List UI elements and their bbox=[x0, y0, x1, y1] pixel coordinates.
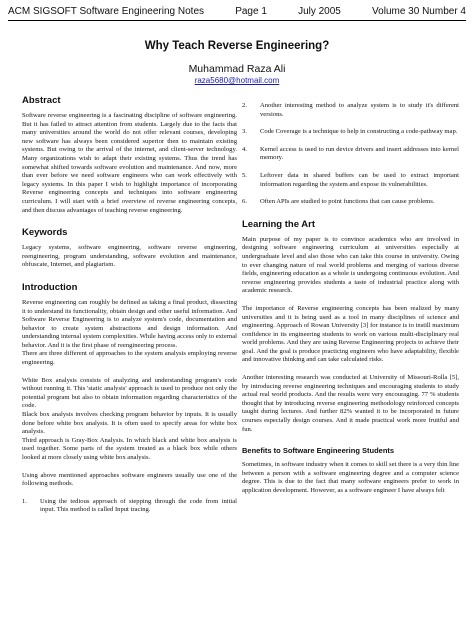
learning-paragraph: The importance of Reverse engineering concepts has been realized by many universities and it is being used as a tool in many disciplines of science and engineering. Approach of Rowan University [3] for instance is to instill maximum confidence in its engineering students to work on various multi-disciplinary real world problems. And they are using Reverse Engineering projects to achieve their goal. And the goal is produce practicing engineers who have adaptability, flexible and innovative thinking and can take calculated risks. bbox=[242, 304, 459, 364]
list-item-number: 4. bbox=[242, 145, 247, 153]
learning-paragraph: Main purpose of my paper is to convince academics who are involved in designing software engineering curriculum at universities especially at undergraduate level and also those who can take this course in university. Owing to ever changing nature of real world problems and merging of various diverse fields, engineering education as a whole is undergoing continuous evolution. And reverse engineering provides students a taste of industrial practice along with academic research. bbox=[242, 235, 459, 295]
page-number: Page 1 bbox=[235, 6, 267, 17]
keywords-text: Legacy systems, software engineering, software reverse engineering, reengineering, program understanding, software evolution and maintenance, obfuscate, Internet, and plagiarism. bbox=[22, 244, 237, 269]
benefits-text: Sometimes, in software industry when it comes to skill set there is a very thin line between a person with a software engineering degree and a computer science degree. This is due to the fact that many software engineers prefer to work in application development. However, as a software engineer I have always felt bbox=[242, 461, 459, 494]
left-column bbox=[22, 95, 237, 515]
issue-date: July 2005 bbox=[298, 6, 341, 17]
list-item-number: 5. bbox=[242, 171, 247, 179]
keywords-heading: Keywords bbox=[22, 227, 68, 239]
list-item-text: Leftover data in shared buffers can be used to extract important information regarding the system and expose its vulnerabilities. bbox=[260, 171, 459, 188]
list-item-number: 3. bbox=[242, 128, 247, 136]
list-item-text: Often APIs are studied to point functions that can cause problems. bbox=[260, 198, 435, 206]
volume-number: Volume 30 Number 4 bbox=[372, 6, 466, 17]
header-rule bbox=[8, 20, 466, 21]
list-item-text: Using the tedious approach of stepping through the code from initial input. This method is called Input tracing. bbox=[40, 497, 237, 514]
right-column bbox=[242, 102, 459, 496]
list-item bbox=[22, 498, 237, 515]
author-name: Muhammad Raza Ali bbox=[188, 63, 286, 75]
abstract-text: Software reverse engineering is a fascinating discipline of software engineering. But it has failed to attract attention from students. Largely due to the facts that many universities around the world do not offer relevant courses, developing new software has always been considered superior then to maintain existing systems. But owing to the arrival of the internet, and client-server technology. Many organizations wish to adapt their existing systems. Thus the trend has somewhat shifted towards software evolution and maintenance. And now, more than ever before we need software engineers who can work effectively with legacy systems. In this paper I wish to highlight importance of incorporating Reverse engineering concepts and techniques into software engineering curriculum. I will start with a brief overview of reverse engineering concepts, and then discuss advantages of teaching reverse engineering. bbox=[22, 112, 237, 214]
paper-title: Why Teach Reverse Engineering? bbox=[144, 40, 330, 52]
list-item-number: 2. bbox=[242, 102, 247, 109]
intro-paragraph: Black box analysis involves checking program behavior by inputs. It is usually done before white box analysis. It is often used to specify areas for white box analysis. bbox=[22, 411, 237, 436]
list-item-number: 1. bbox=[22, 497, 27, 505]
list-item-text: Code Coverage is a technique to help in constructing a code-pathway map. bbox=[260, 128, 458, 136]
intro-paragraph: Third approach is Gray-Box Analysis. In which black and white box analysis is used together. Some parts of the system treated as a black box while others looked at more closely using white box analysis. bbox=[22, 436, 237, 461]
intro-paragraph: Reverse engineering can roughly be defined as taking a final product, dissecting it to understand its functionality, obtain design and other useful information. And Software Reverse Engineering is to analyze system's code, documentation and behavior to create system abstractions and design information. And understanding internal system complexities. While having access only to external behavior. And it is the first phase of reengineering process. bbox=[22, 298, 237, 349]
list-item bbox=[242, 128, 459, 137]
running-header bbox=[8, 6, 466, 20]
list-item bbox=[242, 172, 459, 189]
learning-heading: Learning the Art bbox=[242, 218, 316, 230]
list-item-number: 6. bbox=[242, 198, 247, 206]
intro-paragraph: White Box analysis consists of analyzing and understanding program's code without running it. This 'static analysis' approach is used to produce not only the potential program but also to obtain information regarding characteristics of the code. bbox=[22, 376, 237, 410]
journal-name: ACM SIGSOFT Software Engineering Notes bbox=[8, 6, 205, 17]
introduction-heading: Introduction bbox=[22, 281, 78, 293]
abstract-heading: Abstract bbox=[22, 95, 61, 106]
list-item bbox=[242, 102, 459, 119]
author-email-link[interactable]: raza5680@hotmail.com bbox=[194, 76, 280, 85]
intro-paragraph: Using above mentioned approaches software engineers usually use one of the following methods. bbox=[22, 471, 237, 488]
list-item-text: Kernel access is used to run device drivers and insert addresses into kernel memory. bbox=[260, 145, 459, 162]
list-item bbox=[242, 146, 459, 163]
list-item bbox=[242, 198, 459, 207]
intro-paragraph: There are three different of approaches to the system analysis employing reverse engineering. bbox=[22, 350, 237, 367]
learning-paragraph: Another interesting research was conducted at University of Missouri-Rolla [5], by introducing reverse engineering techniques and encouraging students to study actual real world products. And the results were very encouraging. 77 % students thought that by introducing reverse engineering methodology reinforced concepts taught during lectures. And further 82% wanted it to be incorporated in future courses especially design courses. And it made practical work more fruitful and fun. bbox=[242, 374, 459, 433]
list-item-text: Another interesting method to analyze system is to study it's different versions. bbox=[260, 102, 459, 118]
benefits-heading: Benefits to Software Engineering Students bbox=[242, 446, 395, 456]
